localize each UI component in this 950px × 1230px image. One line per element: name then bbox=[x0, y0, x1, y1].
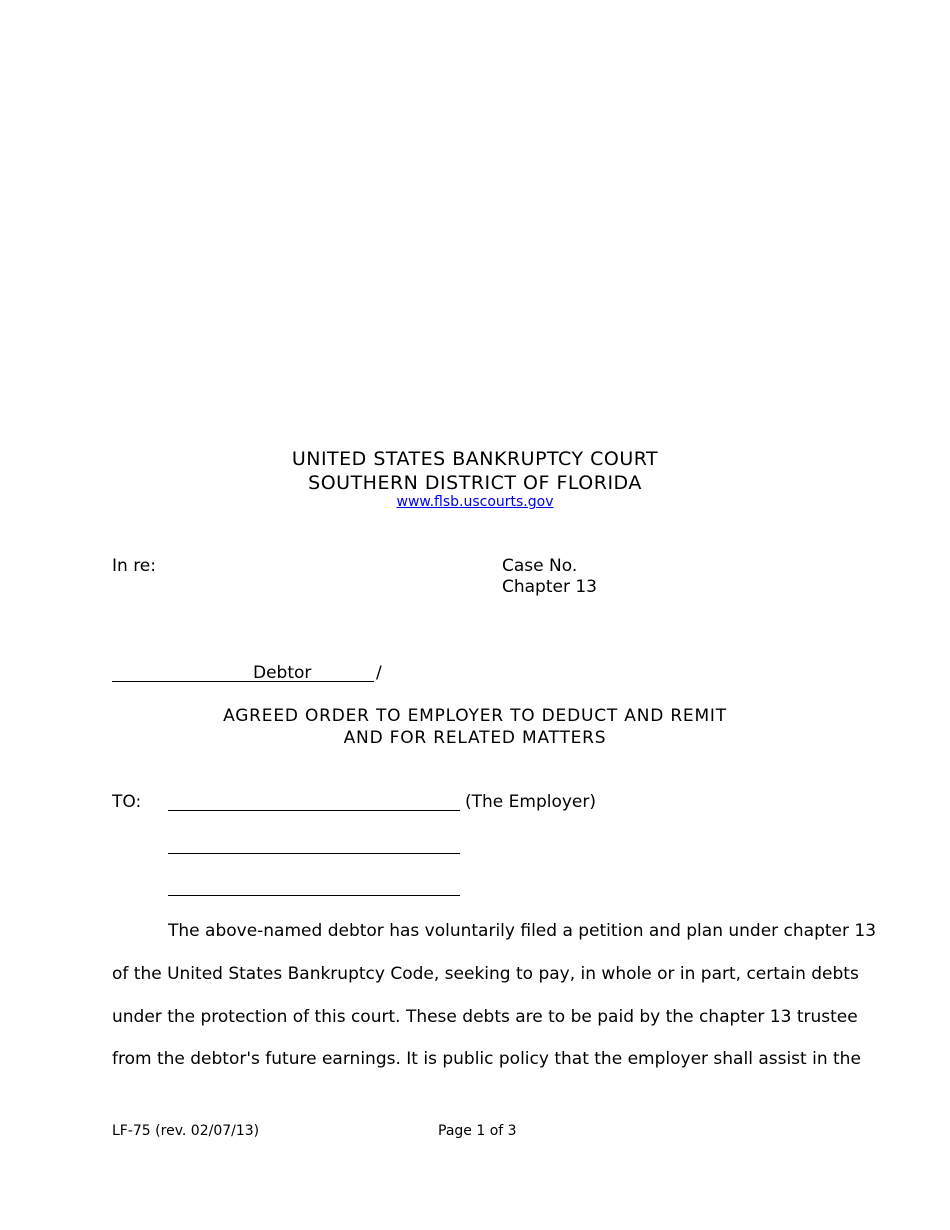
district-name: SOUTHERN DISTRICT OF FLORIDA bbox=[308, 472, 642, 494]
body-text-line-3: under the protection of this court. These debts are to be paid by the chapter 13 trustee bbox=[112, 1007, 858, 1027]
in-re-label: In re: bbox=[112, 556, 156, 576]
employer-name-line bbox=[168, 810, 460, 811]
employer-address-line-2 bbox=[168, 895, 460, 896]
order-title-line-1: AGREED ORDER TO EMPLOYER TO DEDUCT AND REMIT bbox=[223, 706, 727, 726]
court-website-link[interactable]: www.flsb.uscourts.gov bbox=[396, 494, 554, 510]
employer-label: (The Employer) bbox=[465, 792, 597, 812]
court-name: UNITED STATES BANKRUPTCY COURT bbox=[291, 448, 659, 470]
employer-address-line-1 bbox=[168, 853, 460, 854]
caption-slash: / bbox=[376, 663, 382, 683]
chapter-label: Chapter 13 bbox=[502, 577, 598, 597]
debtor-name-line bbox=[112, 681, 374, 682]
debtor-label: Debtor bbox=[253, 663, 312, 683]
body-text-line-1: The above-named debtor has voluntarily filed a petition and plan under chapter 13 bbox=[168, 921, 877, 941]
order-title-line-2: AND FOR RELATED MATTERS bbox=[343, 728, 607, 748]
page-number: Page 1 of 3 bbox=[438, 1123, 517, 1139]
to-label: TO: bbox=[112, 792, 142, 812]
body-text-line-4: from the debtor's future earnings. It is public policy that the employer shall assist in the bbox=[112, 1049, 861, 1069]
form-id: LF-75 (rev. 02/07/13) bbox=[112, 1123, 260, 1139]
case-no-label: Case No. bbox=[502, 556, 578, 576]
body-text-line-2: of the United States Bankruptcy Code, seeking to pay, in whole or in part, certain debts bbox=[112, 964, 859, 984]
